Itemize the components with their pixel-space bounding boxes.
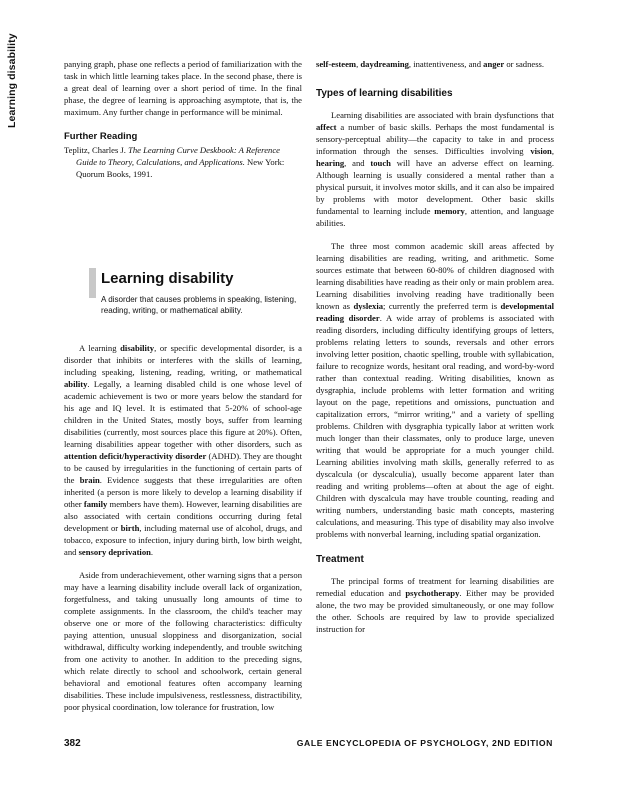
- body-paragraph: [316, 109, 554, 229]
- text-run: ,: [551, 146, 554, 156]
- text-run: Learning disabilities are associated with brain dysfunctions that: [331, 110, 554, 120]
- body-paragraph: [316, 575, 554, 635]
- entry-title: Learning disability: [101, 270, 234, 287]
- keyword: family: [83, 499, 108, 509]
- running-footer-title: GALE ENCYCLOPEDIA OF PSYCHOLOGY, 2ND EDITION: [296, 738, 553, 748]
- keyword: anger: [483, 59, 505, 69]
- text-run: . Legally, a learning disabled child is one whose level of academic achievement is two or more years below the standard for his age and IQ level. It is estimated that 5-20% of school-age children in the United States, mostly boys, suffer from learning disabilities (currently, most sources place this figure at 20%). Often, learning disabilities appear together with other disorders, such as: [64, 379, 302, 449]
- text-run: members have them). However, learning disabilities are also associated with certain conditions occurring during fetal development or: [64, 499, 302, 533]
- section-heading-types: Types of learning disabilities: [316, 88, 453, 99]
- text-run: . A wide array of problems is associated with reading disorders, including difficulty identifying groups of letters, problems relating letters to sounds, reversals and other errors involving letter position, chaotic spelling, trouble with syllabication, failure to recognize words, hesitant oral reading, and word-by-word rather than contextual reading. Writing disabilities, known as dysgraphia, include problems with letter formation and writing layout on the page, repetitions and omissions, punctuation and capitalization errors, “mirror writing,” and a variety of spelling problems. Children with dysgraphia typically labor at written work much longer than their classmates, only to produce large, uneven writing that would be appropriate for a much younger child. Learning abilities involving math skills, generally referred to as dyscalcula (or dyscalculia), usually become apparent later than reading and writing problems—often at about the age of eight. Children with dyscalcula may have trouble counting, reading and writing numbers, understanding basic math concepts, mastering calculations, and measuring. This type of disability may also involve problems with nonverbal learning, including spatial organization.: [316, 313, 554, 539]
- keyword: birth: [120, 523, 140, 533]
- keyword: psychotherapy: [405, 588, 460, 598]
- text-run: . Evidence suggests that these irregularities are often inherited (a person is more likely to develop a learning disability if other: [64, 475, 302, 509]
- entry-header: [64, 267, 302, 316]
- text-run: The principal forms of treatment for learning disabilities are remedial education and: [316, 576, 554, 598]
- continued-paragraph: panying graph, phase one reflects a period of familiarization with the task in which little learning takes place. In the second phase, there is a great deal of learning over a short period of time. In the final phase, the degree of learning is approaching asymptote, that is, the maximum. Any further change in performance will be minimal.: [64, 59, 302, 117]
- keyword: sensory deprivation: [78, 547, 151, 557]
- text-run: , including maternal use of alcohol, drugs, and tobacco, exposure to infection, injury during birth, low birth weight, and: [64, 523, 303, 557]
- body-paragraph: [316, 58, 554, 70]
- text-run: (ADHD). They are thought to be caused by irregularities in the functioning of certain parts of the: [64, 451, 302, 485]
- keyword: developmental reading disorder: [316, 301, 554, 323]
- keyword: self-esteem: [316, 59, 357, 69]
- text-run: ; currently the preferred term is: [383, 301, 501, 311]
- text-run: , attention, and language abilities.: [316, 206, 554, 228]
- keyword: attention deficit/hyperactivity disorder: [64, 451, 207, 461]
- keyword: memory: [434, 206, 465, 216]
- text-run: , or specific developmental disorder, is a disorder that inhibits or interferes with the skills of learning, including speaking, listening, reading, writing, or mathematical: [64, 343, 302, 377]
- reference-publisher: New York: Quorum Books, 1991.: [76, 157, 285, 179]
- section-heading-treatment: Treatment: [316, 554, 364, 565]
- keyword: vision: [530, 146, 552, 156]
- left-column: [64, 58, 302, 713]
- keyword: disability: [120, 343, 155, 353]
- keyword: daydreaming: [360, 59, 409, 69]
- body-paragraph: Aside from underachievement, other warning signs that a person may have a learning disability include overall lack of organization, forgetfulness, and taking unusually long amounts of time to complete assignments. In the classroom, the child's teacher may observe one or more of the following characteristics: difficulty paying attention, unusual sloppiness and disorganization, social withdrawal, difficulty working independently, and trouble switching from one activity to another. In addition to the preceding signs, which relate directly to school and schoolwork, certain general behavioral and emotional features often accompany learning disabilities. These include impulsiveness, restlessness, distractibility, poor physical coordination, low tolerance for frustration, low: [64, 570, 302, 712]
- body-paragraph: [316, 240, 554, 540]
- keyword: hearing: [316, 158, 345, 168]
- text-run: a number of basic skills. Perhaps the most fundamental is sensory-perceptual ability—the capacity to take in and process information through the senses. Difficulties involving: [316, 122, 554, 156]
- page-number: 382: [64, 738, 81, 749]
- text-run: or sadness.: [504, 59, 545, 69]
- text-run: ,: [356, 59, 361, 69]
- text-run: will have an adverse effect on learning. Although learning is usually considered a mental rather than a physical pursuit, it involves motor skills, and it can also be impaired by problems with motor development. Other basic skills fundamental to learning include: [316, 158, 554, 216]
- keyword: affect: [316, 122, 337, 132]
- further-reading-heading: Further Reading: [64, 131, 138, 142]
- reference-author: Teplitz, Charles J.: [64, 145, 129, 155]
- keyword: touch: [370, 158, 391, 168]
- keyword: dyslexia: [353, 301, 384, 311]
- side-tab-label: Learning disability: [6, 33, 18, 128]
- keyword: brain: [79, 475, 100, 485]
- text-run: . Either may be provided alone, the two may be provided simultaneously, or one may follow the other. Schools are required by law to provide specialized instruction for: [316, 588, 554, 634]
- keyword: ability: [64, 379, 88, 389]
- reference-title: The Learning Curve Deskbook: A Reference Guide to Theory, Calculations, and Applications.: [76, 145, 280, 167]
- entry-title-bar: [89, 268, 96, 298]
- text-run: The three most common academic skill areas affected by learning disabilities are reading, writing, and arithmetic. Some sources estimate that between 60-80% of children diagnosed with learning disabilities have reading as their only or main problem area. Learning disabilities involving reading have traditionally been known as: [316, 241, 554, 311]
- reference-entry: [64, 144, 302, 180]
- text-run: A learning: [79, 343, 121, 353]
- body-paragraph: [64, 342, 302, 558]
- text-run: , and: [344, 158, 371, 168]
- right-column: [316, 58, 554, 635]
- entry-definition: A disorder that causes problems in speaking, listening, reading, writing, or mathematical ability.: [101, 295, 297, 315]
- text-run: , inattentiveness, and: [408, 59, 484, 69]
- text-run: .: [150, 547, 154, 557]
